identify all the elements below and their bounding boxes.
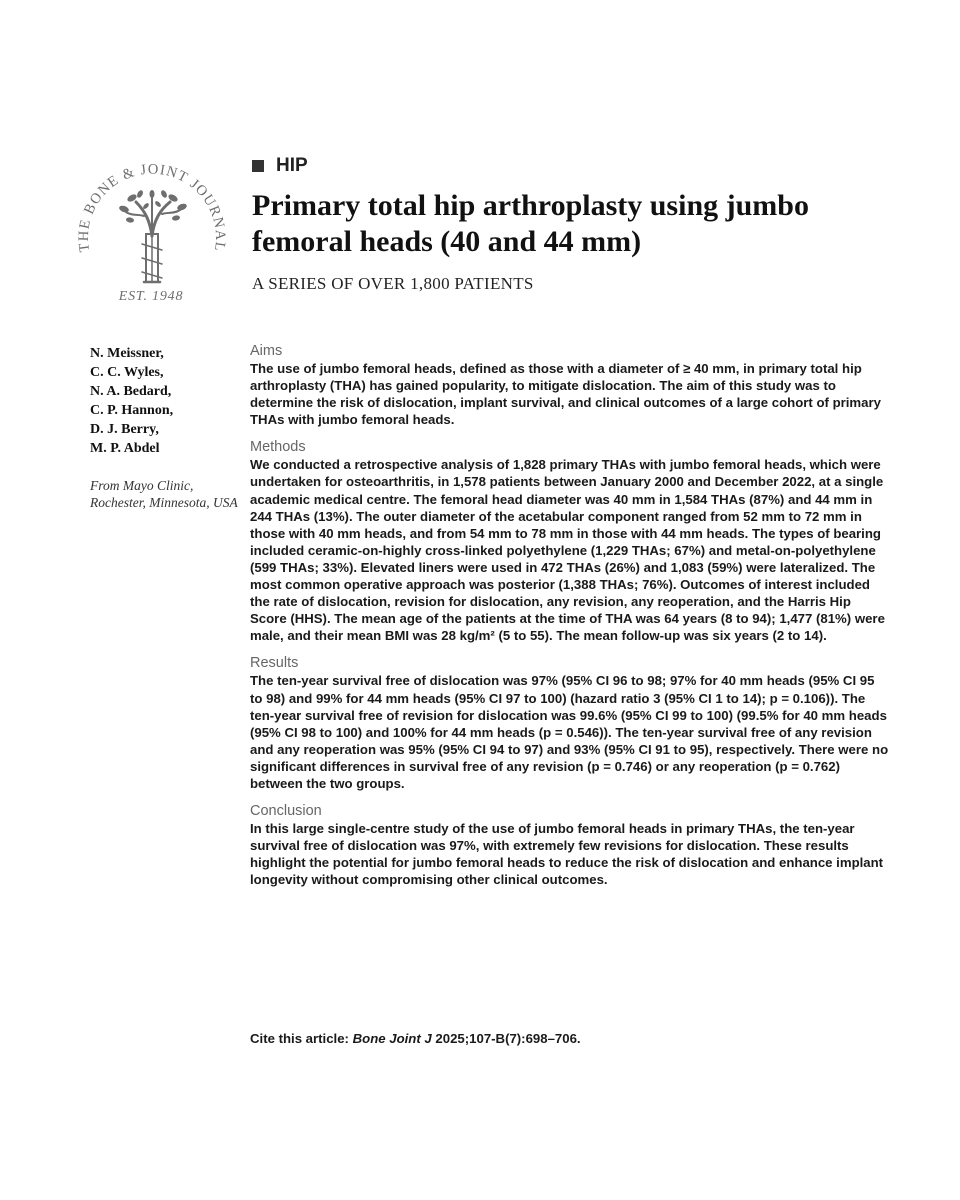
tree-icon bbox=[118, 189, 187, 282]
results-heading: Results bbox=[250, 655, 299, 672]
citation-label: Cite this article: bbox=[250, 1031, 349, 1046]
author-list bbox=[90, 344, 240, 458]
section-label: HIP bbox=[276, 155, 308, 176]
author-name: C. C. Wyles, bbox=[90, 365, 164, 380]
abstract-methods bbox=[250, 438, 890, 644]
abstract-aims bbox=[250, 342, 890, 428]
aims-heading: Aims bbox=[250, 343, 283, 359]
methods-heading: Methods bbox=[250, 439, 306, 456]
journal-logo bbox=[66, 154, 236, 310]
abstract-results bbox=[250, 654, 890, 792]
article-subtitle: A SERIES OF OVER 1,800 PATIENTS bbox=[252, 274, 534, 293]
section-tag bbox=[252, 155, 308, 177]
citation-reference: 2025;107-B(7):698–706. bbox=[435, 1031, 581, 1046]
logo-arc-text: THE BONE & JOINT JOURNAL bbox=[75, 161, 229, 254]
author-name: M. P. Abdel bbox=[90, 441, 160, 456]
author-name: N. A. Bedard, bbox=[90, 384, 172, 399]
article-title: Primary total hip arthroplasty using jumbo femoral heads (40 and 44 mm) bbox=[252, 189, 809, 258]
square-bullet-icon bbox=[252, 160, 264, 172]
abstract bbox=[250, 342, 890, 898]
results-text: The ten-year survival free of dislocation was 97% (95% CI 96 to 98; 97% for 40 mm heads (95% CI 95 to 98) and 99% for 44 mm heads (95% CI 97 to 100) (hazard ratio 3 (95% CI 1 to 14); p = 0.106)). The ten-year survival free of revision for dislocation was 99.6% (95% CI 99 to 100) (99.5% for 40 mm heads (95% CI 98 to 100) and 100% for 44 mm heads (p = 0.546)). The ten-year survival free of any revision and any reoperation was 95% (95% CI 94 to 97) and 93% (95% CI 91 to 95), respectively. There were no significant differences in survival free of any revision (p = 0.746) or any reoperation (p = 0.762) between the two groups. bbox=[250, 673, 889, 791]
author-name: N. Meissner, bbox=[90, 346, 164, 361]
author-name: C. P. Hannon, bbox=[90, 403, 174, 418]
logo-est-text: EST. 1948 bbox=[118, 289, 184, 304]
conclusion-heading: Conclusion bbox=[250, 803, 322, 820]
affiliation: From Mayo Clinic, Rochester, Minnesota, USA bbox=[90, 478, 238, 510]
methods-text: We conducted a retrospective analysis of 1,828 primary THAs with jumbo femoral heads, which were undertaken for osteoarthritis, in 1,578 patients between January 2000 and December 2022, at a single academic medical centre. The femoral head diameter was 40 mm in 1,584 THAs (87%) and 44 mm in 244 THAs (13%). The outer diameter of the acetabular component ranged from 52 mm to 72 mm in those with 40 mm heads, and from 54 mm to 78 mm in those with 44 mm heads. The types of bearing included ceramic-on-highly cross-linked polyethylene (1,229 THAs; 67%) and metal-on-polyethylene (599 THAs; 33%). Elevated liners were used in 472 THAs (26%) and 1,083 (59%) were lateralized. The most common operative approach was posterior (1,388 THAs; 76%). Outcomes of interest included the rate of dislocation, revision for dislocation, any revision, any reoperation, and the Harris Hip Score (HHS). The mean age of the patients at the time of THA was 64 years (8 to 94); 1,477 (81%) were male, and their mean BMI was 28 kg/m² (5 to 55). The mean follow-up was six years (2 to 14). bbox=[250, 457, 885, 644]
citation-journal: Bone Joint J bbox=[352, 1031, 432, 1046]
aims-text: The use of jumbo femoral heads, defined as those with a diameter of ≥ 40 mm, in primary total hip arthroplasty (THA) has gained popularity, to mitigate dislocation. The aim of this study was to determine the risk of dislocation, implant survival, and clinical outcomes of a large cohort of primary THAs with jumbo femoral heads. bbox=[250, 361, 881, 428]
author-name: D. J. Berry, bbox=[90, 422, 159, 437]
citation bbox=[250, 1031, 581, 1046]
conclusion-text: In this large single-centre study of the use of jumbo femoral heads in primary THAs, the ten-year survival free of dislocation was 97%, with extremely few revisions for dislocation. These results highlight the potential for jumbo femoral heads to reduce the risk of dislocation and enhance implant longevity without compromising other clinical outcomes. bbox=[250, 821, 884, 888]
abstract-conclusion bbox=[250, 802, 890, 888]
